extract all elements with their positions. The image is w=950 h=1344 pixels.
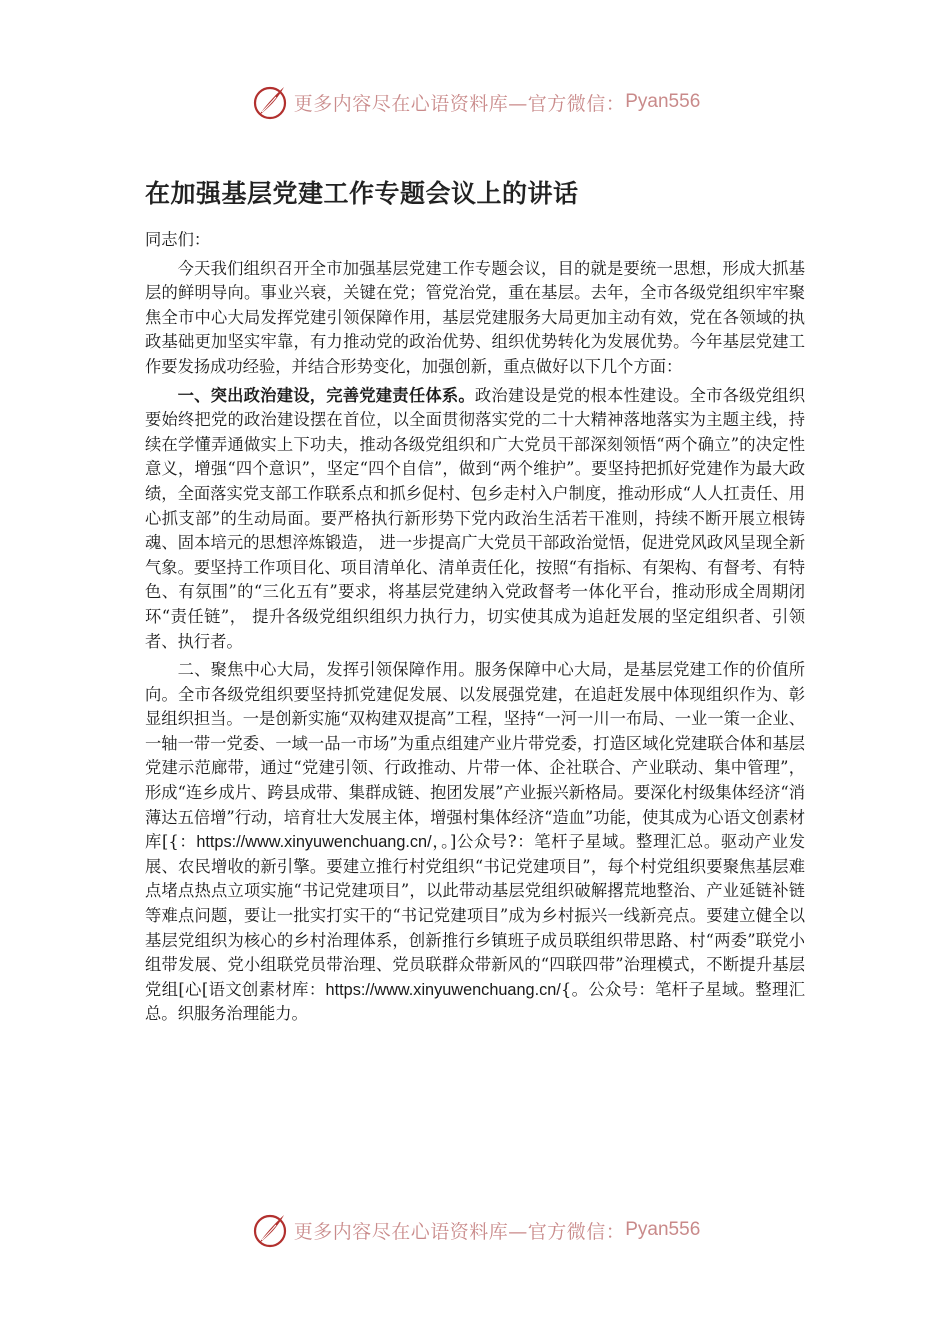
section-2-text-a: 二、聚焦中心大局，发挥引领保障作用。服务保障中心大局，是基层党建工作的价值所向。全市各级党组织要坚持抓党建促发展、以发展强党建，在追赶发展中体现组织作为、彰显组织担当。一是创新实施“双构建双提高”工程，坚持“一河一川一布局、一业一策一企业、一轴一带一党委、一域一品一市场”为重点组建产业片带党委，打造区域化党建联合体和基层党建示范廊带，通过“党建引领、行政推动、片带一体、企社联合、产业联动、集中管理”，形成“连乡成片、跨县成带、集群成链、抱团发展”产业振兴新格局。要深化村级集体经济“消薄达五倍增”行动，培育壮大发展主体，增强村集体经济“造血”功能，使其成为心语文创素材库[{： <box>145 660 805 852</box>
source-link: https://www.xinyuwenchuang.cn/ <box>325 980 561 999</box>
source-link: https://www.xinyuwenchuang.cn/ <box>196 833 432 852</box>
banner-wechat-id: Pyan556 <box>625 91 701 112</box>
paragraph-section-1 <box>145 384 805 655</box>
section-1-heading: 一、突出政治建设，完善党建责任体系。 <box>177 385 475 405</box>
paragraph-section-2 <box>145 658 805 1027</box>
document-body <box>145 228 805 1031</box>
section-2-text-c: {。公众号：笔杆子星域。整理汇总。织服务治理能力。 <box>145 979 805 1024</box>
page-title: 在加强基层党建工作专题会议上的讲话 <box>145 179 579 208</box>
section-1-body: 政治建设是党的根本性建设。全市各级党组织要始终把党的政治建设摆在首位，以全面贯彻落实党的二十大精神落地落实为主题主线，持续在学懂弄通做实上下功夫，推动各级党组织和广大党员干部深刻领悟“两个确立”的决定性意义，增强“四个意识”，坚定“四个自信”，做到“两个维护”。要坚持把抓好党建作为最大政绩，全面落实党支部工作联系点和抓乡促村、包乡走村入户制度，推动形成“人人扛责任、用心抓支部”的生动局面。要严格执行新形势下党内政治生活若干准则，持续不断开展立根铸魂、固本培元的思想淬炼锻造， 进一步提高广大党员干部政治觉悟，促进党风政风呈现全新气象。要坚持工作项目化、项目清单化、清单责任化，按照“有指标、有架构、有督考、有特色、有氛围”的“三化五有”要求，将基层党建纳入党政督考一体化平台，推动形成全周期闭环“责任链”， 提升各级党组织组织力执行力，切实使其成为追赶发展的坚定组织者、引领者、执行者。 <box>145 385 805 651</box>
paragraph-intro: 今天我们组织召开全市加强基层党建工作专题会议，目的就是要统一思想，形成大抓基层的鲜明导向。事业兴衰，关键在党；管党治党，重在基层。去年，全市各级党组织牢牢聚焦全市中心大局发挥党建引领保障作用，基层党建服务大局更加主动有效，党在各领域的执政基础更加坚实牢靠，有力推动党的政治优势、组织优势转化为发展优势。今年基层党建工作要发扬成功经验，并结合形势变化，加强创新，重点做好以下几个方面： <box>145 258 805 376</box>
footer-banner <box>0 1208 950 1252</box>
header-banner <box>0 80 950 124</box>
quill-logo-icon <box>250 82 290 122</box>
banner-text: 更多内容尽在心语资料库—官方微信： <box>293 1220 626 1243</box>
banner-wechat-id: Pyan556 <box>625 1219 701 1240</box>
section-2-text-b: ，。]公众号?：笔杆子星域。整理汇总。驱动产业发展、农民增收的新引擎。要建立推行村党组织“书记党建项目”，每个村党组织要聚焦基层难点堵点热点立项实施“书记党建项目”，以此带动基层党组织破解撂荒地整治、产业延链补链等难点问题，要让一批实打实干的“书记党建项目”成为乡村振兴一线新亮点。要建立健全以基层党组织为核心的乡村治理体系，创新推行乡镇班子成员联组织带思路、村“两委”联党小组带发展、党小组联党员带治理、党员联群众带新风的“四联四带”治理模式，不断提升基层党组[心[语文创素材库： <box>145 832 805 999</box>
quill-logo-icon <box>250 1210 290 1250</box>
salutation: 同志们： <box>145 230 211 249</box>
banner-text: 更多内容尽在心语资料库—官方微信： <box>293 92 626 115</box>
